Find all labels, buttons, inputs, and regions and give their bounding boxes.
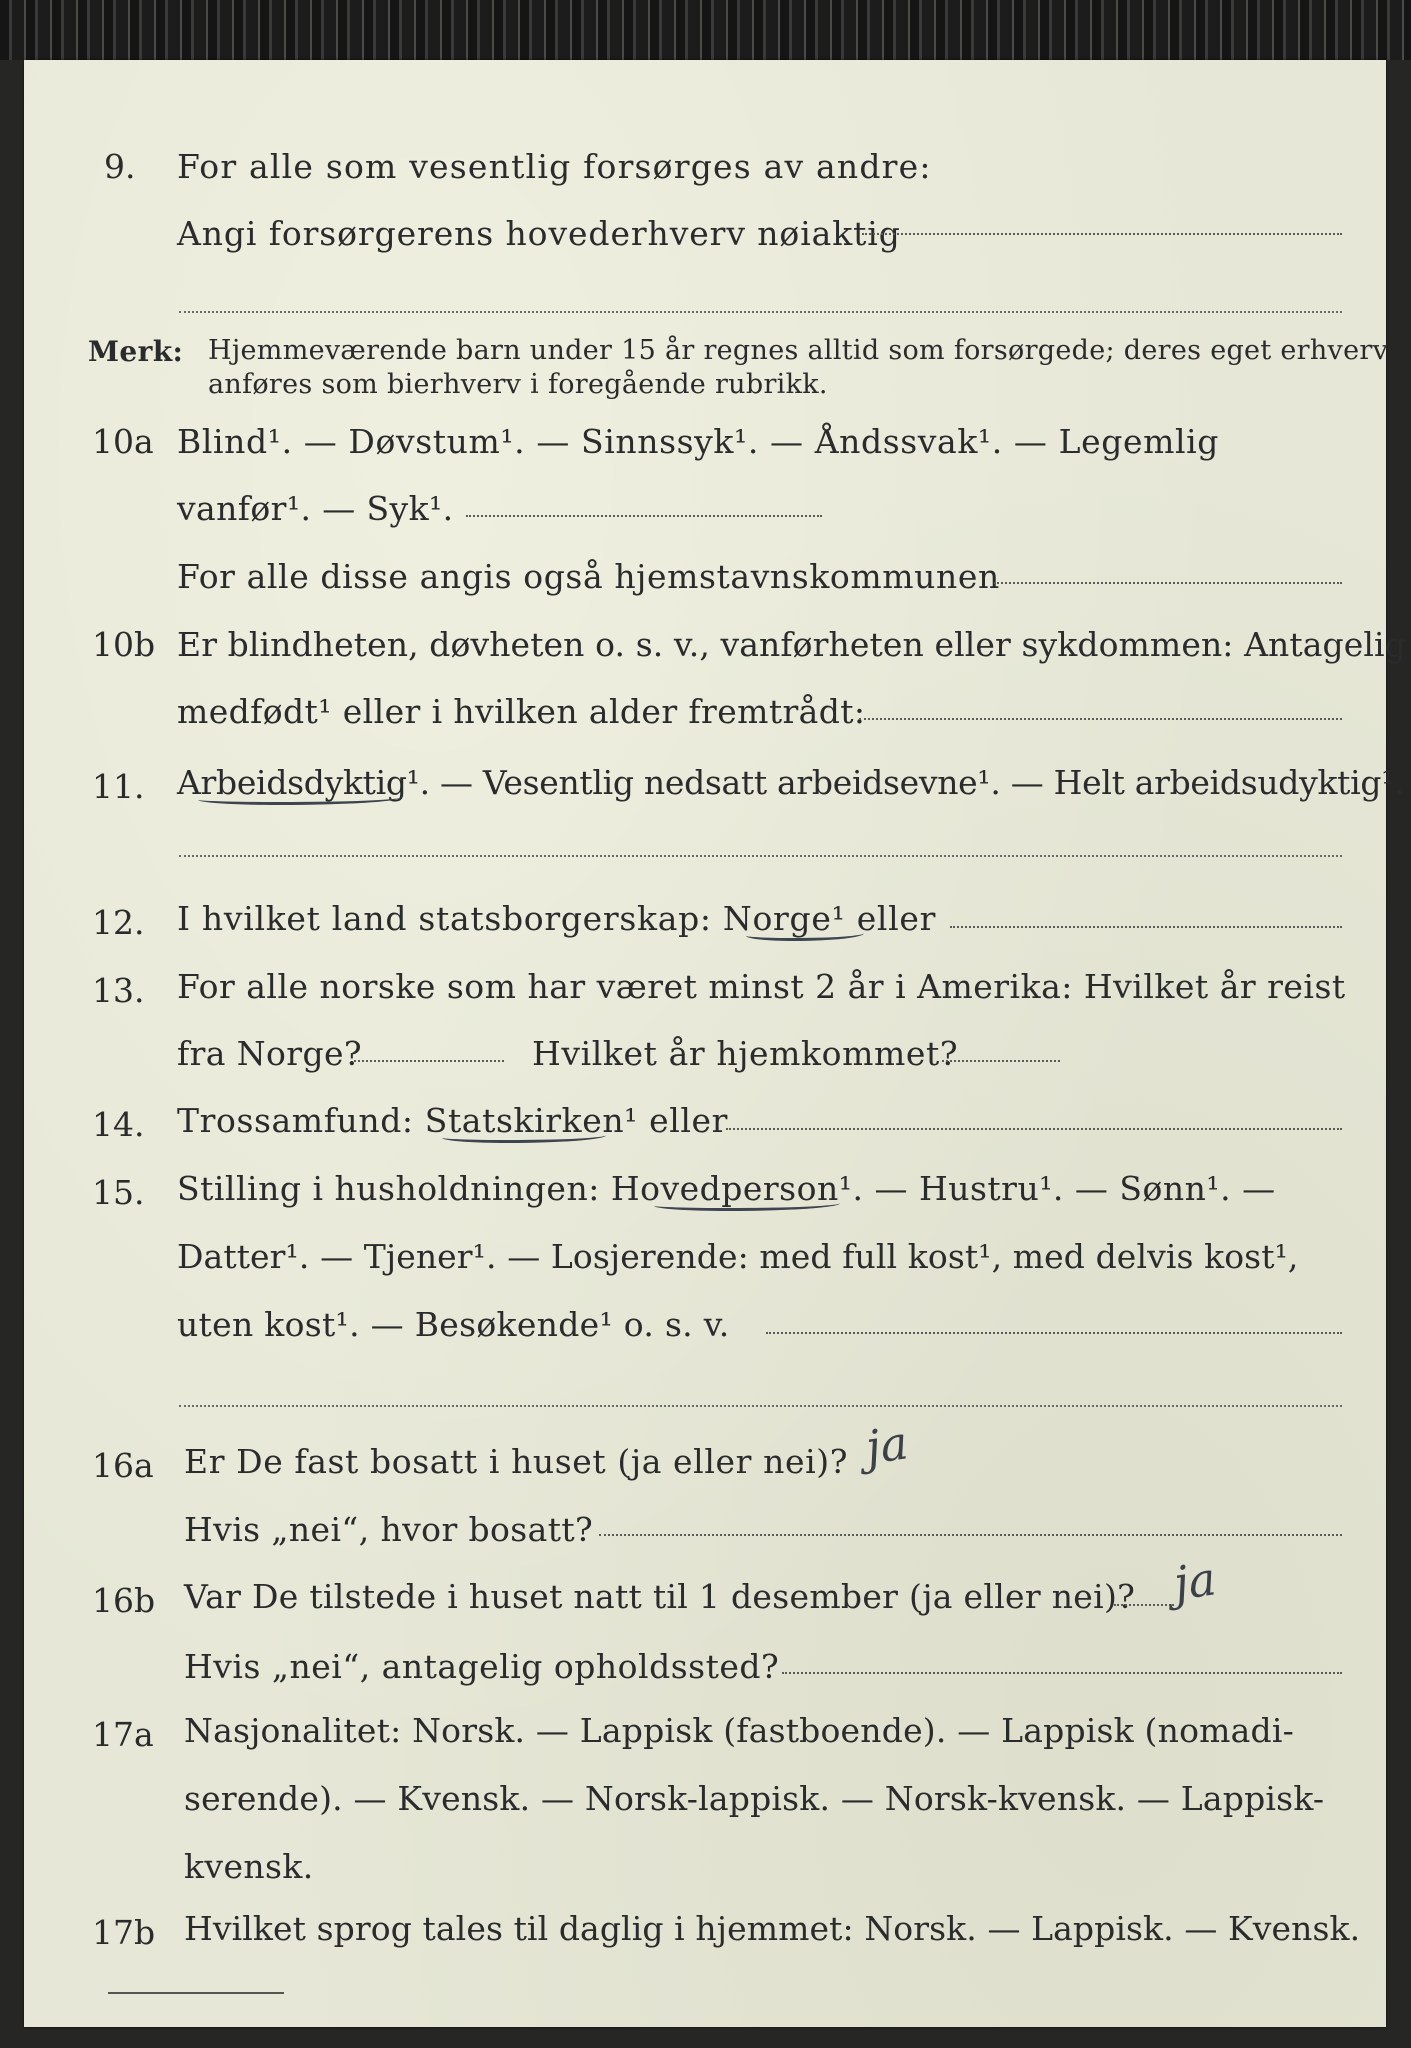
q10b-text-line2: medfødt¹ eller i hvilken alder fremtrådt: <box>177 692 866 731</box>
q14-answer-line <box>726 1128 1342 1130</box>
q10a-text-line2: vanfør¹. — Syk¹. <box>177 489 454 528</box>
q10a-number: 10a <box>92 422 154 461</box>
merk-label: Merk: <box>88 335 184 368</box>
q16a-handwritten-answer: ja <box>862 1415 912 1475</box>
q10a-answer-line <box>466 515 822 517</box>
q12-answer-line <box>950 926 1342 928</box>
q11-answer-line <box>179 855 1342 857</box>
q16b-text-line1: Var De tilstede i huset natt til 1 desember (ja eller nei)? <box>184 1577 1136 1616</box>
q10b-number: 10b <box>92 625 156 664</box>
q17b-text-line1: Hvilket sprog tales til daglig i hjemmet: Norsk. — Lappisk. — Kvensk. <box>184 1909 1361 1948</box>
q13-number: 13. <box>92 971 145 1010</box>
q17a-text-line2: serende). — Kvensk. — Norsk-lappisk. — Norsk-kvensk. — Lappisk- <box>184 1779 1325 1818</box>
q9-text-line2: Angi forsørgerens hovederhverv nøiaktig <box>177 214 901 253</box>
q11-handwritten-underline-arbeidsdyktig <box>198 792 402 805</box>
q15-number: 15. <box>92 1173 145 1212</box>
q10a-text-line3: For alle disse angis også hjemstavnskommunen <box>177 557 1000 596</box>
q15-answer-line <box>766 1332 1342 1334</box>
census-form-page <box>24 60 1406 2027</box>
q16b-location-line <box>782 1672 1342 1674</box>
q16b-number: 16b <box>92 1581 156 1620</box>
q14-text-line1: Trossamfund: Statskirken¹ eller <box>177 1101 729 1140</box>
q10a-hometown-line <box>994 582 1342 584</box>
q13-text-line1: For alle norske som har været minst 2 år i Amerika: Hvilket år reist <box>177 967 1346 1006</box>
q17a-number: 17a <box>92 1715 154 1754</box>
q10b-answer-line <box>859 718 1342 720</box>
q16a-text-line1: Er De fast bosatt i huset (ja eller nei)? <box>184 1442 848 1481</box>
q10a-text-line1: Blind¹. — Døvstum¹. — Sinnssyk¹. — Åndssvak¹. — Legemlig <box>177 422 1220 461</box>
q9-answer-line-2 <box>179 311 1342 313</box>
q12-number: 12. <box>92 903 145 942</box>
q14-number: 14. <box>92 1105 145 1144</box>
q9-number: 9. <box>104 147 136 186</box>
q12-handwritten-underline-norge <box>746 928 864 941</box>
q16b-handwritten-answer: ja <box>1170 1551 1220 1611</box>
q11-number: 11. <box>92 767 145 806</box>
footnote-rule <box>108 1992 284 1994</box>
q11-text-line1: Arbeidsdyktig¹. — Vesentlig nedsatt arbeidsevne¹. — Helt arbeidsudyktig¹. <box>177 763 1405 802</box>
q15-handwritten-underline-hovedperson <box>654 1198 840 1211</box>
q16a-number: 16a <box>92 1446 154 1485</box>
scan-top-edge <box>0 0 1411 60</box>
q17a-text-line1: Nasjonalitet: Norsk. — Lappisk (fastboende). — Lappisk (nomadi- <box>184 1711 1294 1750</box>
q16a-text-line2: Hvis „nei“, hvor bosatt? <box>184 1510 594 1549</box>
q15-answer-line-2 <box>179 1405 1342 1407</box>
q13-text-line2a: fra Norge? <box>177 1034 363 1073</box>
q15-text-line3: uten kost¹. — Besøkende¹ o. s. v. <box>177 1305 730 1344</box>
q12-text-line1: I hvilket land statsborgerskap: Norge¹ eller <box>177 899 937 938</box>
q15-text-line2: Datter¹. — Tjener¹. — Losjerende: med full kost¹, med delvis kost¹, <box>177 1237 1299 1276</box>
q13-year-left-line <box>354 1060 504 1062</box>
q10b-text-line1: Er blindheten, døvheten o. s. v., vanførheten eller sykdommen: Antagelig <box>177 625 1406 664</box>
q16b-answer-line <box>1114 1604 1174 1606</box>
q16a-answer-line <box>599 1534 1342 1536</box>
merk-text-line2: anføres som bierhverv i foregående rubrikk. <box>208 369 828 400</box>
merk-text-line1: Hjemmeværende barn under 15 år regnes alltid som forsørgede; deres eget erhverv <box>208 335 1389 366</box>
q13-text-line2b: Hvilket år hjemkommet? <box>532 1034 959 1073</box>
q9-answer-line <box>862 233 1342 235</box>
q16b-text-line2: Hvis „nei“, antagelig opholdssted? <box>184 1647 780 1686</box>
q9-text-line1: For alle som vesentlig forsørges av andre: <box>177 147 932 186</box>
q17b-number: 17b <box>92 1913 156 1952</box>
q15-text-line1: Stilling i husholdningen: Hovedperson¹. — Hustru¹. — Sønn¹. — <box>177 1169 1276 1208</box>
q14-handwritten-underline-statskirken <box>442 1130 606 1143</box>
q17a-text-line3: kvensk. <box>184 1847 314 1886</box>
q13-year-return-line <box>942 1060 1060 1062</box>
